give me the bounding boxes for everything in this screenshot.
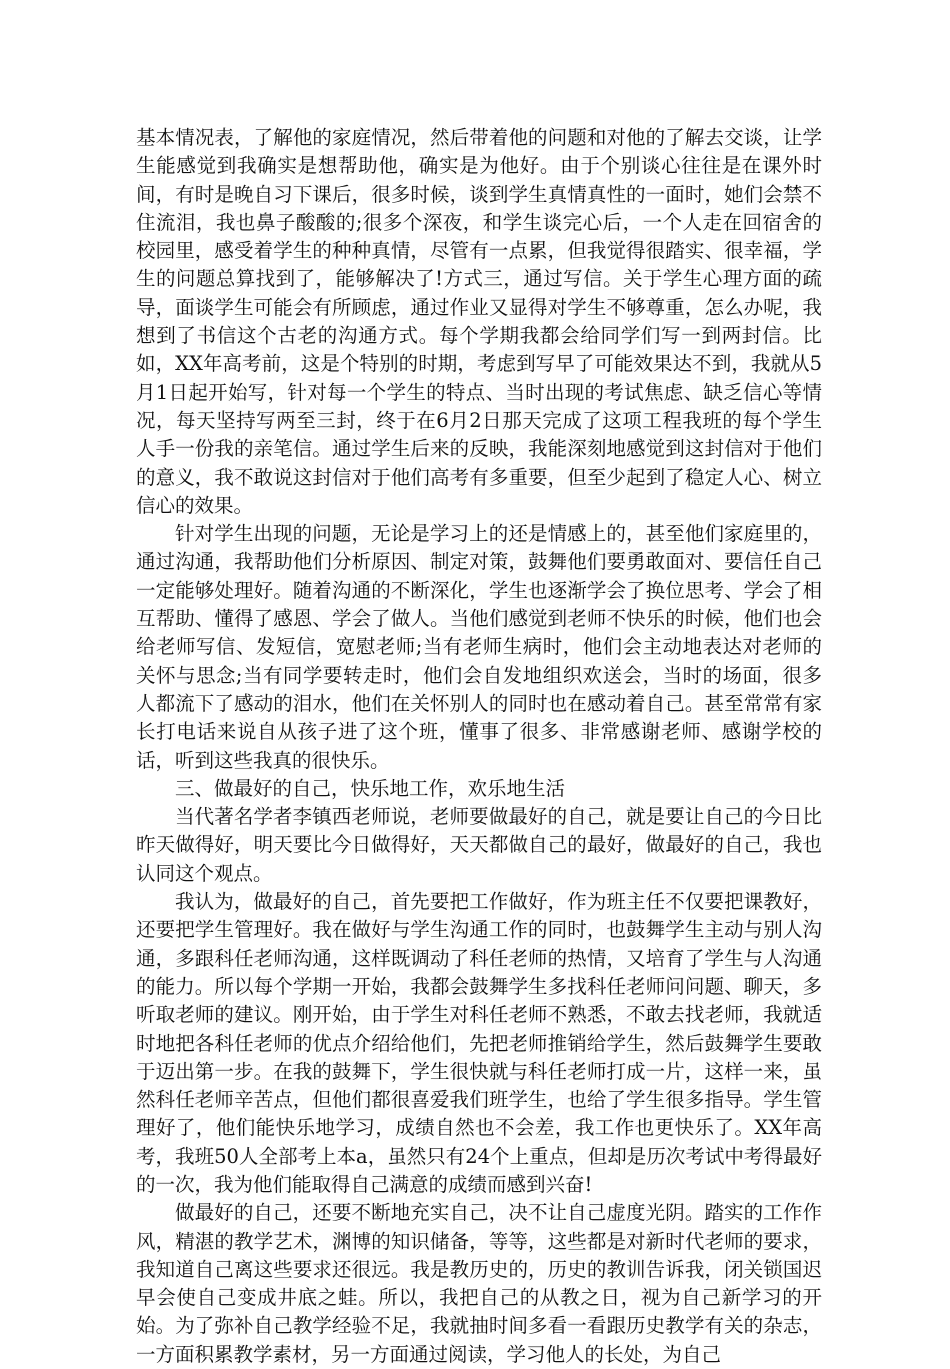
document-page (136, 124, 822, 1369)
paragraph-5: 做最好的自己，还要不断地充实自己，决不让自己虚度光阴。踏实的工作作风，精湛的教学艺术，渊博的知识储备，等等，这些都是对新时代老师的要求，我知道自己离这些要求还很远。我是教历史的，历史的教训告诉我，闭关锁国迟早会使自己变成井底之蛙。所以，我把自己的从教之日，视为自己新学习的开始。为了弥补自己教学经验不足，我就抽时间多看一看跟历史教学有关的杂志，一方面积累教学素材，另一方面通过阅读，学习他人的长处，为自己 (136, 1201, 822, 1366)
paragraph-1: 基本情况表，了解他的家庭情况，然后带着他的问题和对他的了解去交谈，让学生能感觉到我确实是想帮助他，确实是为他好。由于个别谈心往往是在课外时间，有时是晚自习下课后，很多时候，谈到学生真情真性的一面时，她们会禁不住流泪，我也鼻子酸酸的;很多个深夜，和学生谈完心后，一个人走在回宿舍的校园里，感受着学生的种种真情，尽管有一点累，但我觉得很踏实、很幸福，学生的问题总算找到了，能够解决了!方式三，通过写信。关于学生心理方面的疏导，面谈学生可能会有所顾虑，通过作业又显得对学生不够尊重，怎么办呢，我想到了书信这个古老的沟通方式。每个学期我都会给同学们写一到两封信。比如，XX年高考前，这是个特别的时期，考虑到写早了可能效果达不到，我就从5月1日起开始写，针对每一个学生的特点、当时出现的考试焦虑、缺乏信心等情况，每天坚持写两至三封，终于在6月2日那天完成了这项工程我班的每个学生人手一份我的亲笔信。通过学生后来的反映，我能深刻地感觉到这封信对于他们的意义，我不敢说这封信对于他们高考有多重要，但至少起到了稳定人心、树立信心的效果。 (136, 126, 822, 517)
section-heading: 三、做最好的自己，快乐地工作，欢乐地生活 (175, 776, 566, 800)
paragraph-3: 当代著名学者李镇西老师说，老师要做最好的自己，就是要让自己的今日比昨天做得好，明天要比今日做得好，天天都做自己的最好，做最好的自己，我也认同这个观点。 (136, 805, 822, 885)
paragraph-2: 针对学生出现的问题，无论是学习上的还是情感上的，甚至他们家庭里的，通过沟通，我帮助他们分析原因、制定对策，鼓舞他们要勇敢面对、要信任自己一定能够处理好。随着沟通的不断深化，学生也逐渐学会了换位思考、学会了相互帮助、懂得了感恩、学会了做人。当他们感觉到老师不快乐的时候，他们也会给老师写信、发短信，宽慰老师;当有老师生病时，他们会主动地表达对老师的关怀与思念;当有同学要转走时，他们会自发地组织欢送会，当时的场面，很多人都流下了感动的泪水，他们在关怀别人的同时也在感动着自己。甚至常常有家长打电话来说自从孩子进了这个班，懂事了很多、非常感谢老师、感谢学校的话，听到这些我真的很快乐。 (136, 522, 822, 772)
paragraph-4: 我认为，做最好的自己，首先要把工作做好，作为班主任不仅要把课教好，还要把学生管理好。我在做好与学生沟通工作的同时，也鼓舞学生主动与别人沟通，多跟科任老师沟通，这样既调动了科任老师的热情，又培育了学生与人沟通的能力。所以每个学期一开始，我都会鼓舞学生多找科任老师问问题、聊天，多听取老师的建议。刚开始，由于学生对科任老师不熟悉，不敢去找老师，我就适时地把各科任老师的优点介绍给他们，先把老师推销给学生，然后鼓舞学生要敢于迈出第一步。在我的鼓舞下，学生很快就与科任老师打成一片，这样一来，虽然科任老师辛苦点，但他们都很喜爱我们班学生，也给了学生很多指导。学生管理好了，他们能快乐地学习，成绩自然也不会差，我工作也更快乐了。XX年高考，我班50人全部考上本a，虽然只有24个上重点，但却是历次考试中考得最好的一次，我为他们能取得自己满意的成绩而感到兴奋! (136, 890, 822, 1196)
